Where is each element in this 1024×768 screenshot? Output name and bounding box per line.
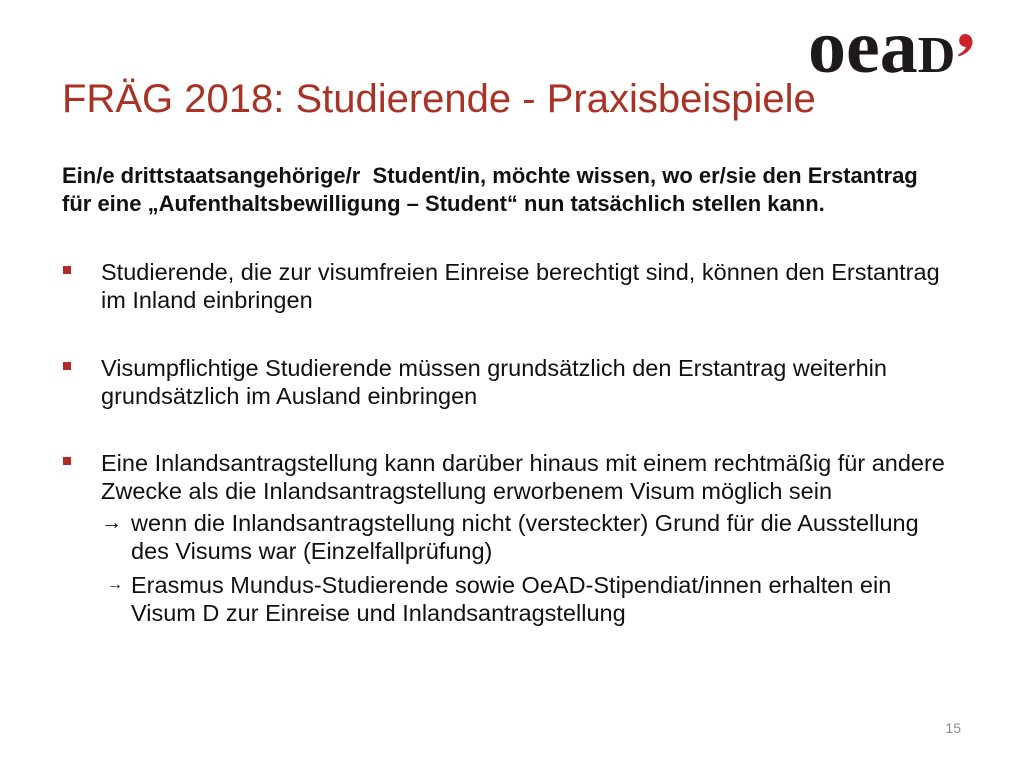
sub-bullet-item <box>101 571 936 627</box>
sub-bullet-text: Erasmus Mundus-Studierende sowie OeAD-Stipendiat/innen erhalten ein Visum D zur Einreise und Inlandsantragstellung <box>131 572 892 626</box>
logo-wordmark-cap: D <box>917 27 956 84</box>
page-number: 15 <box>945 720 961 736</box>
sub-bullet-text: wenn die Inlandsantragstellung nicht (versteckter) Grund für die Ausstellung des Visums war (Einzelfallprüfung) <box>131 510 919 564</box>
arrow-right-icon: → <box>101 511 122 534</box>
logo-wordmark-lower: oea <box>808 5 918 89</box>
sub-bullet-item <box>101 509 936 565</box>
bullet-text: Eine Inlandsantragstellung kann darüber hinaus mit einem rechtmäßig für andere Zwecke als die Inlandsantragstellung erworbenem Visum möglich sein <box>101 450 945 504</box>
bullet-item <box>62 354 956 410</box>
intro-question: Ein/e drittstaatsangehörige/r Student/in, möchte wissen, wo er/sie den Erstantrag für eine „Aufenthaltsbewilligung – Student“ nun tatsächlich stellen kann. <box>62 163 924 216</box>
slide-body <box>62 162 956 627</box>
sub-bullet-list <box>101 509 936 627</box>
square-bullet-icon <box>63 266 71 274</box>
apostrophe-mark-icon <box>958 34 973 56</box>
bullet-item <box>62 449 956 627</box>
arrow-right-icon: → <box>107 576 123 593</box>
bullet-item <box>62 258 956 314</box>
oead-logo <box>800 5 985 89</box>
bullet-text: Studierende, die zur visumfreien Einreise berechtigt sind, können den Erstantrag im Inland einbringen <box>101 259 940 313</box>
logo-wordmark <box>808 5 955 89</box>
square-bullet-icon <box>63 457 71 465</box>
bullet-text: Visumpflichtige Studierende müssen grundsätzlich den Erstantrag weiterhin grundsätzlich im Ausland einbringen <box>101 354 887 409</box>
bullet-list <box>62 258 956 627</box>
slide-title: FRÄG 2018: Studierende - Praxisbeispiele <box>62 77 816 121</box>
square-bullet-icon <box>63 362 71 370</box>
